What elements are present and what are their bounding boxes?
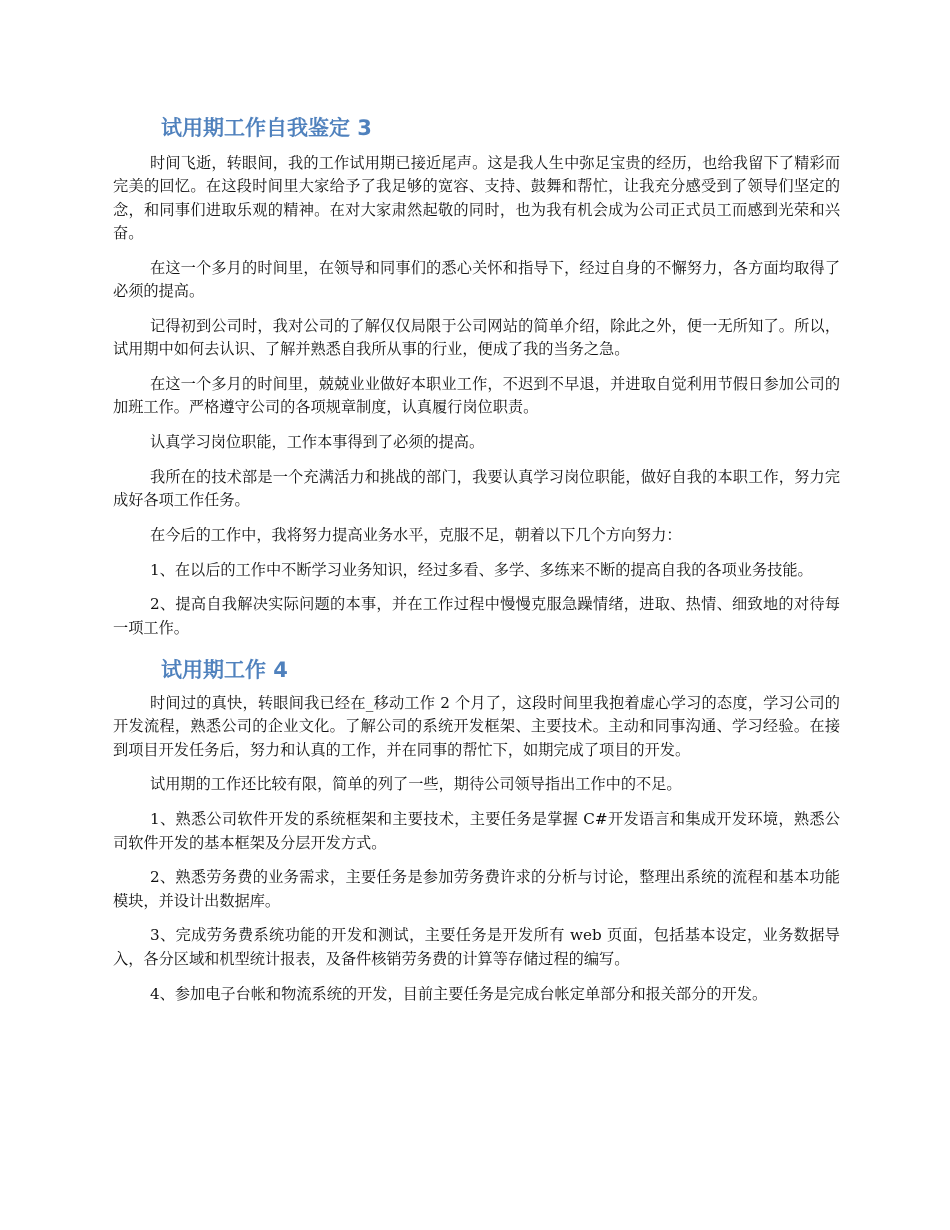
document-page (113, 110, 840, 1017)
paragraph: 时间飞逝，转眼间，我的工作试用期已接近尾声。这是我人生中弥足宝贵的经历，也给我留下了精彩而完美的回忆。在这段时间里大家给予了我足够的宽容、支持、鼓舞和帮忙，让我充分感受到了领导们坚定的念，和同事们进取乐观的精神。在对大家肃然起敬的同时，也为我有机会成为公司正式员工而感到光荣和兴奋。 (113, 154, 840, 242)
list-item: 2、提高自我解决实际问题的本事，并在工作过程中慢慢克服急躁情绪，进取、热情、细致地的对待每一项工作。 (113, 595, 840, 637)
paragraph: 在这一个多月的时间里，在领导和同事们的悉心关怀和指导下，经过自身的不懈努力，各方面均取得了必须的提高。 (113, 258, 840, 300)
paragraph: 认真学习岗位职能，工作本事得到了必须的提高。 (150, 432, 485, 451)
list-item: 1、在以后的工作中不断学习业务知识，经过多看、多学、多练来不断的提高自我的各项业务技能。 (150, 560, 813, 579)
paragraph: 试用期的工作还比较有限，简单的列了一些，期待公司领导指出工作中的不足。 (150, 775, 682, 794)
list-item: 3、完成劳务费系统功能的开发和测试，主要任务是开发所有 web 页面，包括基本设定，业务数据导入，各分区域和机型统计报表，及备件核销劳务费的计算等存储过程的编写。 (113, 926, 840, 968)
paragraph: 记得初到公司时，我对公司的了解仅仅局限于公司网站的简单介绍，除此之外，便一无所知了。所以，试用期中如何去认识、了解并熟悉自我所从事的行业，便成了我的当务之急。 (113, 316, 840, 359)
paragraph: 在这一个多月的时间里，兢兢业业做好本职业工作，不迟到不早退，并进取自觉利用节假日参加公司的加班工作。严格遵守公司的各项规章制度，认真履行岗位职责。 (113, 374, 840, 417)
list-item: 2、熟悉劳务费的业务需求，主要任务是参加劳务费许求的分析与讨论，整理出系统的流程和基本功能模块，并设计出数据库。 (113, 868, 840, 910)
paragraph: 时间过的真快，转眼间我已经在_移动工作 2 个月了，这段时间里我抱着虚心学习的态度，学习公司的开发流程，熟悉公司的企业文化。了解公司的系统开发框架、主要技术。主动和同事沟通、学习经验。在接到项目开发任务后，努力和认真的工作，并在同事的帮忙下，如期完成了项目的开发。 (113, 694, 840, 759)
paragraph: 在今后的工作中，我将努力提高业务水平，克服不足，朝着以下几个方向努力： (150, 525, 682, 544)
list-item: 4、参加电子台帐和物流系统的开发，目前主要任务是完成台帐定单部分和报关部分的开发。 (150, 984, 768, 1003)
section-heading-4: 试用期工作 4 (161, 658, 288, 683)
section-heading-3: 试用期工作自我鉴定 3 (161, 116, 372, 140)
list-item: 1、熟悉公司软件开发的系统框架和主要技术，主要任务是掌握 C#开发语言和集成开发环境，熟悉公司软件开发的基本框架及分层开发方式。 (113, 810, 840, 852)
paragraph: 我所在的技术部是一个充满活力和挑战的部门，我要认真学习岗位职能，做好自我的本职工作，努力完成好各项工作任务。 (113, 467, 840, 510)
